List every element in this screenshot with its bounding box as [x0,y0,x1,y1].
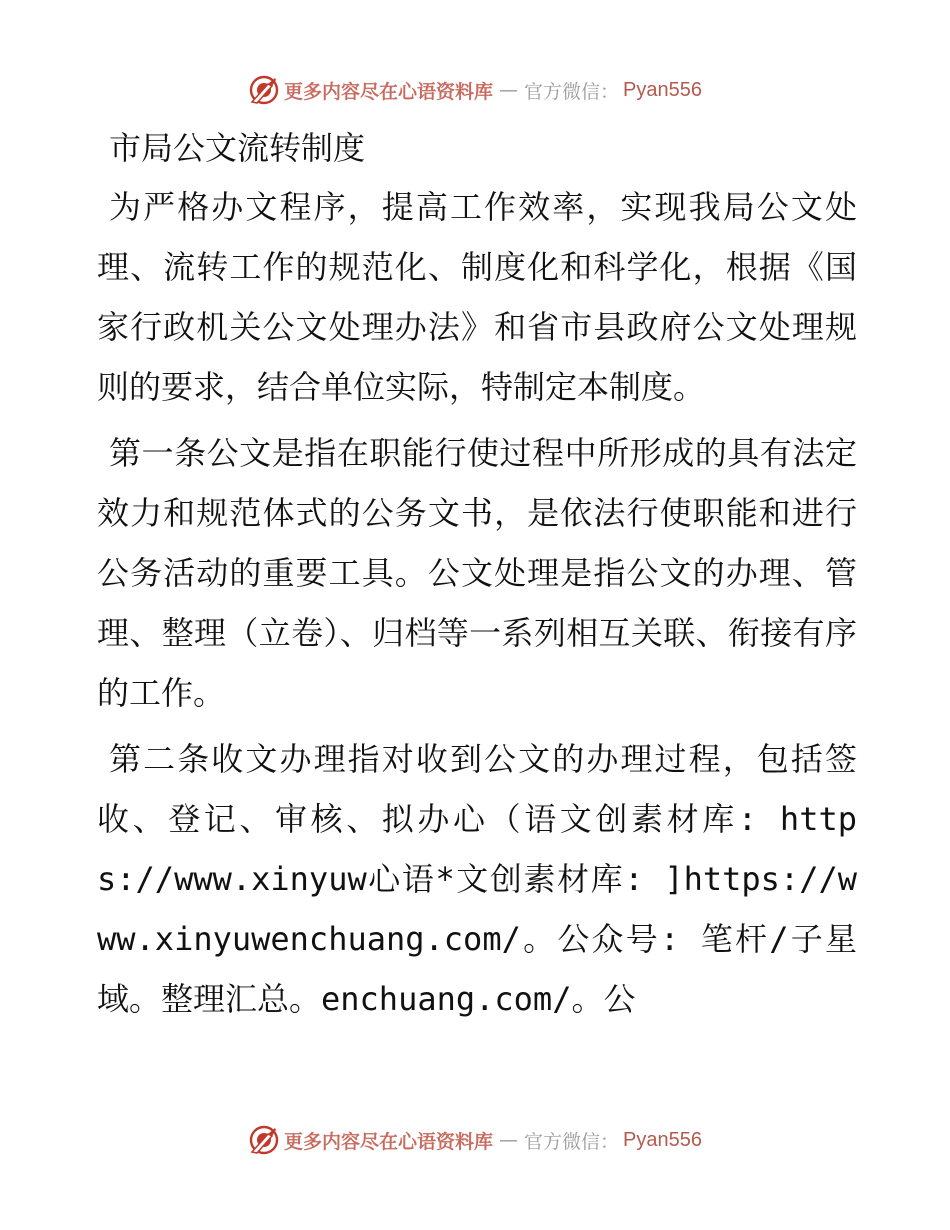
footer-brand-text: 更多内容尽在心语资料库 [284,1130,494,1153]
document-body [97,125,857,1035]
header-watermark [248,74,702,106]
footer-wechat-label: 官方微信： [524,1130,620,1153]
header-dash: — [499,79,519,101]
pen-logo-icon [248,1124,280,1156]
paragraph-intro: 为严格办文程序，提高工作效率，实现我局公文处理、流转工作的规范化、制度化和科学化，根据《国家行政机关公文处理办法》和省市县政府公文处理规则的要求，结合单位实际，特制定本制度。 [97,188,857,406]
header-brand-text: 更多内容尽在心语资料库 [284,80,494,103]
footer-wechat-id: Pyan556 [623,1128,702,1151]
document-title: 市局公文流转制度 [109,129,366,167]
page-header [0,70,950,110]
footer-dash: — [499,1129,519,1151]
header-wechat-id: Pyan556 [623,78,702,101]
paragraph-article-2: 第二条收文办理指对收到公文的办理过程，包括签收、登记、审核、拟办心（语文创素材库: https://www.xinyuw心语*文创素材库: ]https://www.xinyuwenchuang.com/。公众号: 笔杆/子星域。整理汇总。enchuang.com/。公 [97,740,857,1018]
pen-logo-icon [248,74,280,106]
footer-watermark [248,1124,702,1156]
page-footer [0,1120,950,1160]
paragraph-article-1: 第一条公文是指在职能行使过程中所形成的具有法定效力和规范体式的公务文书，是依法行使职能和进行公务活动的重要工具。公文处理是指公文的办理、管理、整理（立卷）、归档等一系列相互关联、衔接有序的工作。 [97,434,857,712]
header-wechat-label: 官方微信： [524,80,620,103]
